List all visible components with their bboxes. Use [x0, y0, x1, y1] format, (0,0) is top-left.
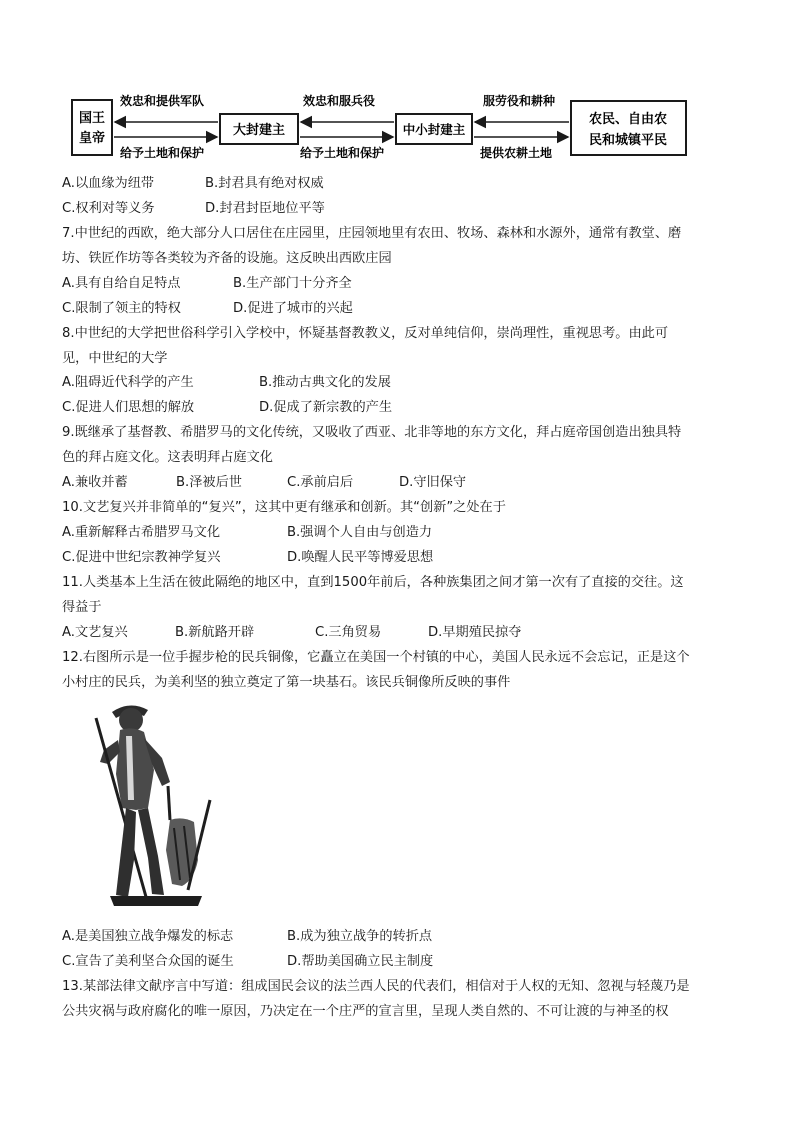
- arrow-bottom-3-label: 提供农耕土地: [480, 146, 553, 160]
- q7-option-d: D.促进了城市的兴起: [233, 301, 353, 316]
- q12-stem-line2: 小村庄的民兵，为美利坚的独立奠定了第一块基石。该民兵铜像所反映的事件: [62, 675, 511, 690]
- q8-option-c: C.促进人们思想的解放: [62, 400, 195, 415]
- q7-option-c: C.限制了领主的特权: [62, 301, 181, 316]
- box-king-line1: 国王: [78, 111, 106, 126]
- q11-option-c: C.三角贸易: [315, 625, 382, 640]
- q8-option-b: B.推动古典文化的发展: [259, 375, 391, 390]
- q12-option-d: D.帮助美国确立民主制度: [287, 954, 434, 969]
- q11-option-a: A.文艺复兴: [62, 625, 128, 640]
- q8-stem-line2: 见，中世纪的大学: [62, 351, 168, 366]
- q7-stem-line1: 7.中世纪的西欧，绝大部分人口居住在庄园里，庄园领地里有农田、牧场、森林和水源外，通常有教堂、磨: [62, 226, 682, 241]
- q6-option-b: B.封君具有绝对权威: [205, 176, 324, 191]
- q9-option-c: C.承前启后: [287, 475, 354, 490]
- box-great-lord-label: 大封建主: [232, 123, 286, 138]
- q6-option-c: C.权利对等义务: [62, 201, 155, 216]
- box-peasants-line2: 民和城镇平民: [588, 133, 668, 148]
- q13-stem-line2: 公共灾祸与政府腐化的唯一原因，乃决定在一个庄严的宣言里，呈现人类自然的、不可让渡的与神圣的权: [62, 1004, 669, 1019]
- arrow-top-2-label: 效忠和服兵役: [303, 94, 376, 108]
- q12-stem-line1: 12.右图所示是一位手握步枪的民兵铜像，它矗立在美国一个村镇的中心，美国人民永远不会忘记，正是这个: [62, 650, 690, 665]
- q7-option-b: B.生产部门十分齐全: [233, 276, 352, 291]
- q10-option-b: B.强调个人自由与创造力: [287, 525, 433, 540]
- arrow-top-3-label: 服劳役和耕种: [483, 94, 556, 108]
- q8-option-a: A.阻碍近代科学的产生: [62, 375, 194, 390]
- feudal-hierarchy-diagram: [0, 0, 794, 170]
- minuteman-statue-image: [82, 690, 232, 915]
- q10-option-d: D.唤醒人民平等博爱思想: [287, 550, 434, 565]
- box-king-line2: 皇帝: [78, 131, 106, 146]
- arrow-bottom-1-label: 给予土地和保护: [120, 146, 205, 160]
- q11-option-d: D.早期殖民掠夺: [428, 625, 522, 640]
- q9-stem-line1: 9.既继承了基督教、希腊罗马的文化传统，又吸收了西亚、北非等地的东方文化，拜占庭帝国创造出独具特: [62, 425, 682, 440]
- arrow-top-1-label: 效忠和提供军队: [120, 94, 205, 108]
- q12-option-c: C.宣告了美利坚合众国的诞生: [62, 954, 234, 969]
- q9-option-a: A.兼收并蓄: [62, 475, 128, 490]
- q8-option-d: D.促成了新宗教的产生: [259, 400, 393, 415]
- q9-option-b: B.泽被后世: [176, 475, 242, 490]
- q11-option-b: B.新航路开辟: [175, 625, 255, 640]
- q11-stem-line1: 11.人类基本上生活在彼此隔绝的地区中，直到1500年前后，各种族集团之间才第一次有了直接的交往。这: [62, 575, 684, 590]
- q7-stem-line2: 坊、铁匠作坊等各类较为齐备的设施。这反映出西欧庄园: [62, 251, 392, 266]
- q12-option-b: B.成为独立战争的转折点: [287, 929, 433, 944]
- q8-stem-line1: 8.中世纪的大学把世俗科学引入学校中，怀疑基督教教义，反对单纯信仰，崇尚理性，重视思考。由此可: [62, 326, 669, 341]
- box-peasants-line1: 农民、自由农: [588, 112, 668, 127]
- box-king: [72, 100, 112, 155]
- q12-option-a: A.是美国独立战争爆发的标志: [62, 929, 234, 944]
- q10-option-a: A.重新解释古希腊罗马文化: [62, 525, 221, 540]
- q9-stem-line2: 色的拜占庭文化。这表明拜占庭文化: [62, 450, 273, 465]
- q7-option-a: A.具有自给自足特点: [62, 276, 181, 291]
- box-small-lord-label: 中小封建主: [402, 122, 466, 137]
- arrow-bottom-2-label: 给予土地和保护: [300, 146, 385, 160]
- q10-option-c: C.促进中世纪宗教神学复兴: [62, 550, 221, 565]
- q9-option-d: D.守旧保守: [399, 475, 467, 490]
- q10-stem-line1: 10.文艺复兴并非简单的“复兴”，这其中更有继承和创新。其“创新”之处在于: [62, 500, 506, 515]
- q6-option-d: D.封君封臣地位平等: [205, 201, 325, 216]
- q6-option-a: A.以血缘为纽带: [62, 176, 155, 191]
- q13-stem-line1: 13.某部法律文献序言中写道：组成国民会议的法兰西人民的代表们，相信对于人权的无知、忽视与轻蔑乃是: [62, 979, 690, 994]
- q11-stem-line2: 得益于: [62, 600, 102, 615]
